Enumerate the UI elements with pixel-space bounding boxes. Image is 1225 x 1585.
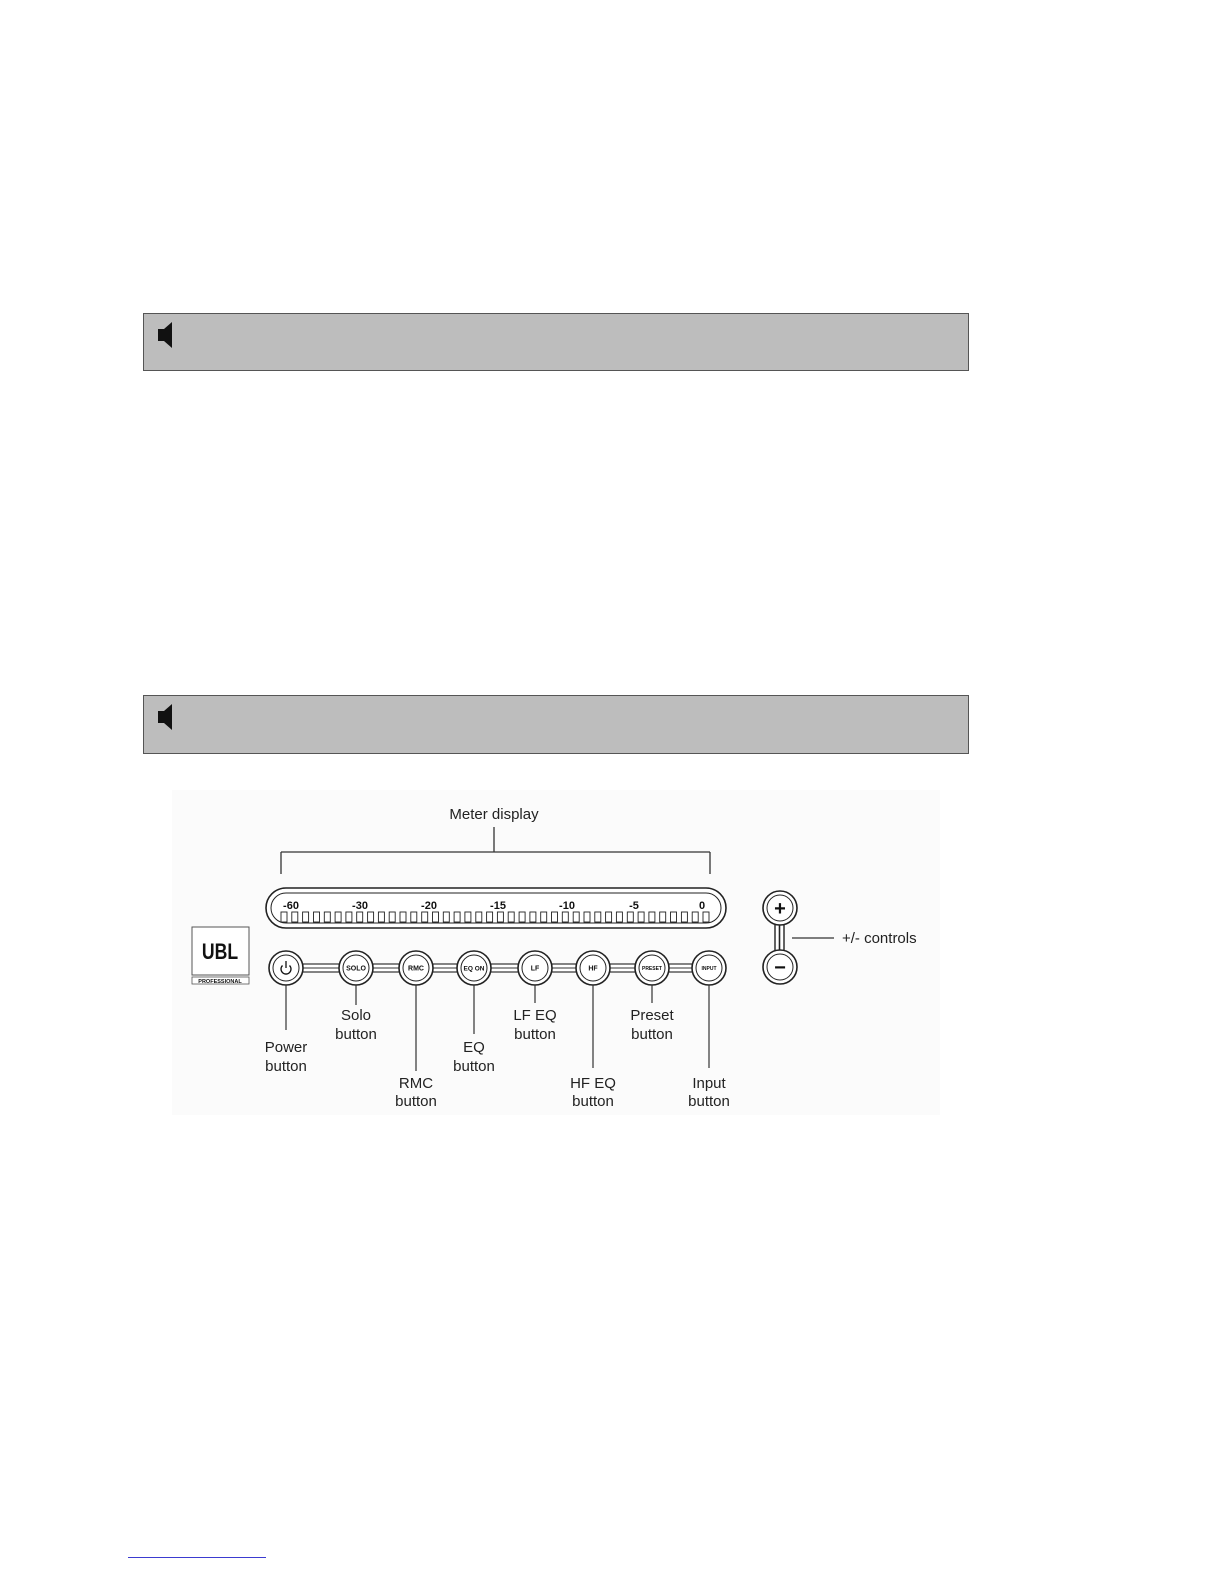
callout-label: LF EQ [513,1007,557,1024]
button-callouts [265,1007,730,1110]
meter-segment [292,912,298,922]
callout-label: HF EQ [570,1075,616,1092]
meter-segment [606,912,612,922]
callout-label: button [514,1026,556,1043]
meter-segment [638,912,644,922]
meter-segment [487,912,493,922]
plus-minus-label: +/- controls [842,930,917,947]
input-button[interactable] [692,951,726,985]
meter-display-label: Meter display [449,806,539,823]
meter-segment [530,912,536,922]
meter-segment [562,912,568,922]
scale-label: 0 [698,900,706,912]
callout-label: Power [264,1039,308,1056]
lf-face-label: LF [530,965,540,973]
meter-segment [378,912,384,922]
scale-label: -15 [490,900,506,912]
minus-icon: − [774,957,786,979]
minus-button[interactable] [763,950,797,984]
note-box-1 [143,313,969,371]
preset-face-label: PRESET [641,966,663,972]
callout-label: Input [692,1075,726,1092]
hf-eq-button[interactable] [576,951,610,985]
meter-segment [335,912,341,922]
solo-button[interactable] [339,951,373,985]
meter-display [266,888,726,928]
meter-segment [681,912,687,922]
meter-segment [573,912,579,922]
rmc-button[interactable] [399,951,433,985]
meter-segment [400,912,406,922]
meter-segment [411,912,417,922]
scale-label: -30 [352,900,368,912]
meter-segment [454,912,460,922]
meter-segment [497,912,503,922]
meter-segment [422,912,428,922]
scale-label: -20 [421,900,437,912]
meter-segment [541,912,547,922]
meter-segment [389,912,395,922]
speaker-icon [158,322,174,348]
scale-label: -60 [283,900,299,912]
logo-text: UBL [201,940,239,965]
plus-minus-controls [763,891,917,984]
eq-on-button[interactable] [457,951,491,985]
callout-label: button [631,1026,673,1043]
meter-segment [368,912,374,922]
callout-label: Preset [630,1007,674,1024]
control-panel-diagram [172,790,940,1115]
meter-segment [357,912,363,922]
meter-segment [703,912,709,922]
footnote-separator [128,1557,266,1558]
meter-segment [692,912,698,922]
rmc-face-label: RMC [408,965,424,973]
scale-label: -10 [559,900,575,912]
meter-segment [595,912,601,922]
power-button[interactable] [269,951,303,985]
meter-segment [660,912,666,922]
meter-segment [616,912,622,922]
meter-segment [627,912,633,922]
eq-on-face-label: EQ ON [463,965,485,973]
meter-segment [314,912,320,922]
plus-icon: + [774,898,786,920]
callout-label: button [265,1058,307,1075]
meter-segment [465,912,471,922]
meter-segment [671,912,677,922]
hf-face-label: HF [588,965,598,973]
meter-segment [303,912,309,922]
speaker-icon [158,704,174,730]
solo-face-label: SOLO [346,965,366,973]
meter-segment [324,912,330,922]
callout-label: button [453,1058,495,1075]
preset-button[interactable] [635,951,669,985]
scale-label: -5 [629,900,639,912]
input-face-label: INPUT [701,966,717,972]
callout-label: button [395,1093,437,1110]
meter-segment [476,912,482,922]
meter-segment [281,912,287,922]
meter-segment [584,912,590,922]
callout-label: RMC [398,1075,434,1092]
lf-eq-button[interactable] [518,951,552,985]
meter-segment [552,912,558,922]
logo-subtext: PROFESSIONAL [198,979,242,985]
meter-segment [346,912,352,922]
plus-button[interactable] [763,891,797,925]
jbl-logo [192,927,249,985]
note-box-2 [143,695,969,754]
meter-segment [519,912,525,922]
callout-label: EQ [463,1039,485,1056]
meter-bracket [281,827,710,874]
callout-label: button [335,1026,377,1043]
meter-segment [443,912,449,922]
callout-label: button [688,1093,730,1110]
meter-segment [649,912,655,922]
callout-label: Solo [340,1007,372,1024]
meter-segment [508,912,514,922]
meter-segment [433,912,439,922]
callout-label: button [572,1093,614,1110]
